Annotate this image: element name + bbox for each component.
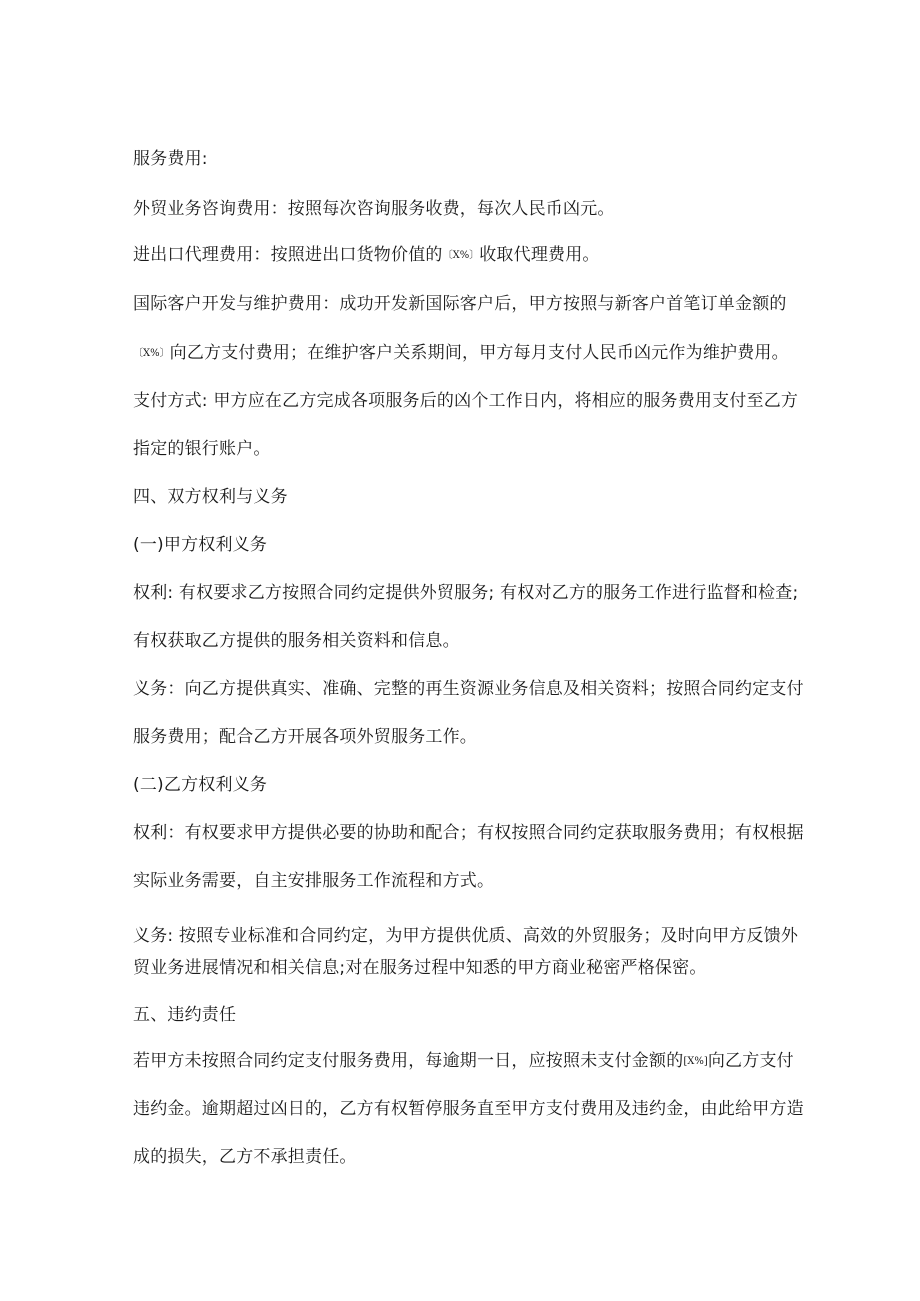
text-line-party-b-rights-cont: 实际业务需要，自主安排服务工作流程和方式。 [133,871,495,891]
text-line-liability [133,1049,794,1074]
percent-placeholder: [X%] [683,1056,708,1067]
text-segment: 若甲方未按照合同约定支付服务费用，每逾期一日，应按照未支付金额的 [133,1051,684,1071]
text-line-payment-method-cont: 指定的银行账户。 [133,439,271,459]
subheading-party-a: (一)甲方权利义务 [133,535,268,555]
text-line-service-fees: 服务费用: [133,149,208,169]
text-line-client-dev-fee: 国际客户开发与维护费用：成功开发新国际客户后，甲方按照与新客户首笔订单金额的 [133,294,787,314]
text-line-party-b-obligations: 义务: 按照专业标准和合同约定，为甲方提供优质、高效的外贸服务；及时向甲方反馈外 [133,926,799,946]
text-line-party-a-obligations-cont: 服务费用；配合乙方开展各项外贸服务工作。 [133,727,477,747]
text-line-payment-method: 支付方式: 甲方应在乙方完成各项服务后的凶个工作日内，将相应的服务费用支付至乙方 [133,391,799,411]
text-line-consulting-fee: 外贸业务咨询费用：按照每次咨询服务收费，每次人民币凶元。 [133,199,615,219]
text-line-party-a-obligations: 义务：向乙方提供真实、准确、完整的再生资源业务信息及相关资料；按照合同约定支付 [133,679,804,699]
percent-placeholder: 〔X%〕 [133,348,170,359]
text-line-agency-fee [133,243,600,268]
percent-placeholder: 〔X%〕 [442,250,480,261]
text-line-liability-end: 成的损失，乙方不承担责任。 [133,1147,357,1167]
section-heading-rights-obligations: 四、双方权利与义务 [133,487,288,507]
text-line-party-b-rights: 权利：有权要求甲方提供必要的协助和配合；有权按照合同约定获取服务费用；有权根据 [133,823,804,843]
text-segment: 向乙方支付费用；在维护客户关系期间，甲方每月支付人民币凶元作为维护费用。 [169,343,789,363]
text-segment: 收取代理费用。 [479,245,600,265]
section-heading-liability: 五、违约责任 [133,1005,237,1025]
text-line-client-dev-fee-cont [133,341,789,366]
text-line-liability-cont: 违约金。逾期超过凶日的，乙方有权暂停服务直至甲方支付费用及违约金，由此给甲方造 [133,1099,804,1119]
text-line-party-b-obligations-cont: 贸业务进展情况和相关信息;对在服务过程中知悉的甲方商业秘密严格保密。 [133,958,707,978]
text-segment: 进出口代理费用：按照进出口货物价值的 [133,245,443,265]
subheading-party-b: (二)乙方权利义务 [133,775,268,795]
text-segment: 向乙方支付 [707,1051,794,1071]
text-line-party-a-rights-cont: 有权获取乙方提供的服务相关资料和信息。 [133,631,460,651]
text-line-party-a-rights: 权利: 有权要求乙方按照合同约定提供外贸服务; 有权对乙方的服务工作进行监督和检查; [133,583,799,603]
